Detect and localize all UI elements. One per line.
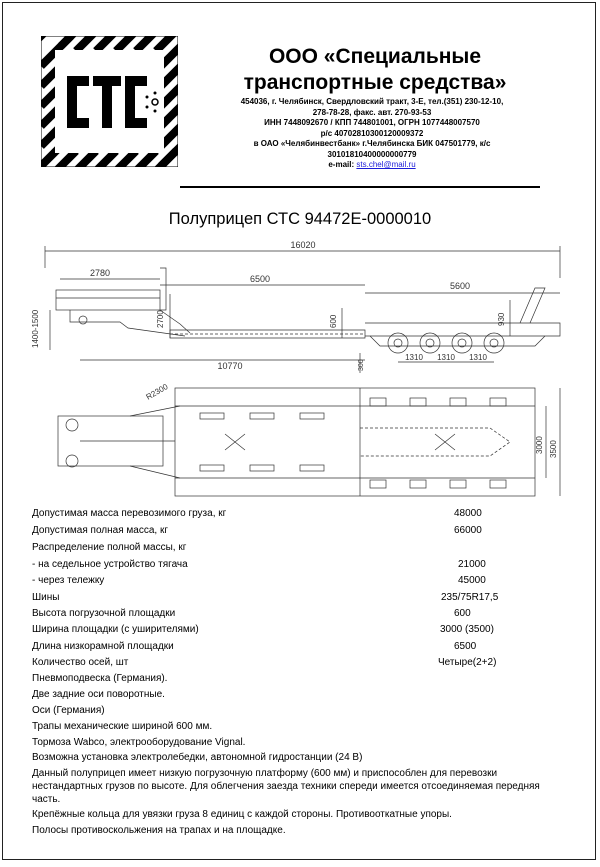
dim-600: 600 [329,314,338,328]
note-description: Данный полуприцеп имеет низкую погрузочную платформу (600 мм) и приспособлен для перевозки нестандартных грузов по высоте. Для облегчения заезда техники спереди имеется отсоединяемая передняя часть. [32,768,540,805]
note-lashing-rings: Крепёжные кольца для увязки груза 8 единиц с каждой стороны. Противооткатные упоры. [32,809,452,820]
address-line2: 278-78-28, факс. авт. 270-93-53 [312,107,432,117]
spec-value-deck-width: 3000 (3500) [440,624,494,635]
dim-radius: R2300 [144,382,170,402]
spec-label-lowbed-length: Длина низкорамной площадки [32,641,174,652]
dim-1400-1500: 1400-1500 [31,309,40,348]
sts-logo [41,36,178,167]
spec-value-kingpin: 21000 [458,559,486,570]
note-suspension: Пневмоподвеска (Германия). [32,673,168,684]
address-line1: 454036, г. Челябинск, Свердловский тракт, 3-Е, тел.(351) 230-12-10, [240,97,504,106]
inn-line: ИНН 7448092670 / КПП 744801001, ОГРН 1077448007570 [264,118,480,127]
dim-axle-1310-b: 1310 [437,353,455,362]
spec-label-axle-count: Количество осей, шт [32,657,129,668]
note-steering-axles: Две задние оси поворотные. [32,689,165,700]
spec-label-bogie: - через тележку [32,575,105,586]
spec-label-kingpin: - на седельное устройство тягача [32,559,188,570]
dim-total-length: 16020 [290,240,316,250]
spec-value-gross-mass: 66000 [454,525,482,536]
dim-300: 300 [358,359,365,371]
document-title: Полуприцеп СТС 94472Е-0000010 [168,210,432,228]
note-brakes: Тормоза Wabco, электрооборудование Vignal. [32,737,246,748]
company-requisites [200,97,544,171]
spec-value-bogie: 45000 [458,575,486,586]
corr-account: 30101810400000000779 [327,149,417,159]
dim-930: 930 [497,312,506,326]
spec-label-deck-width: Ширина площадки (с уширителями) [32,624,199,635]
company-name-line2: транспортные средства» [243,71,507,94]
email-link[interactable]: sts.chel@mail.ru [356,160,416,169]
spec-value-axle-count: Четыре(2+2) [438,657,497,668]
spec-value-payload: 48000 [454,508,482,519]
email-label: e-mail: [328,160,355,169]
trailer-drawing [20,228,580,498]
dim-axle-1310-c: 1310 [469,353,487,362]
bank-line: в ОАО «Челябинвестбанк» г.Челябинска БИК 047501779, к/с [253,139,491,148]
note-winch: Возможна установка электролебедки, автономной гидростанции (24 В) [32,752,363,763]
dim-2700: 2700 [156,310,165,328]
spec-label-deck-height: Высота погрузочной площадки [32,608,176,619]
dim-width-3000: 3000 [535,436,544,454]
spec-label-payload: Допустимая масса перевозимого груза, кг [32,508,227,519]
spec-value-tires: 235/75R17,5 [441,592,499,603]
company-name [200,44,550,96]
account-line: р/с 40702810300120009372 [320,128,424,138]
dim-5600: 5600 [449,281,471,291]
note-axles: Оси (Германия) [32,705,105,716]
company-name-line1: ООО «Специальные [268,45,482,68]
header-divider [180,186,540,188]
spec-value-deck-height: 600 [454,608,471,619]
dim-2780: 2780 [89,268,111,278]
dim-6500: 6500 [249,274,271,284]
dim-axle-1310-a: 1310 [405,353,423,362]
spec-label-tires: Шины [32,592,60,603]
dim-width-3500: 3500 [549,440,558,458]
spec-value-lowbed-length: 6500 [454,641,477,652]
note-anti-slip: Полосы противоскольжения на трапах и на площадке. [32,825,286,836]
email-line [200,160,544,171]
note-ramps: Трапы механические шириной 600 мм. [32,721,213,732]
spec-label-gross-mass: Допустимая полная масса, кг [32,525,168,536]
dim-10770: 10770 [217,361,243,371]
spec-label-mass-distribution: Распределение полной массы, кг [32,542,187,553]
